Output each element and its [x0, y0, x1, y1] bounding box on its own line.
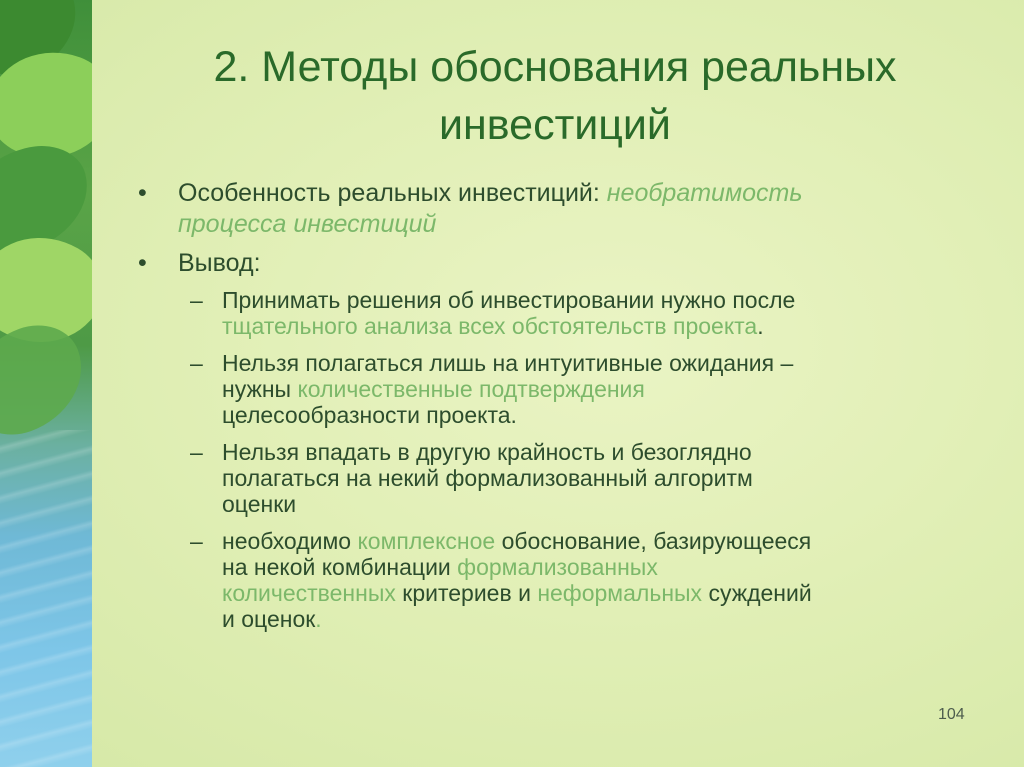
title-line: инвестиций [439, 101, 671, 149]
slide-content [138, 178, 978, 643]
sub-marker: – [190, 528, 203, 554]
bullet-item: • Особенность реальных инвестиций: необратимость процесса инвестиций [138, 179, 803, 238]
bullet-item: • Вывод: [138, 249, 261, 277]
sub-marker: – [190, 439, 203, 465]
title-line: 2. Методы обоснования реальных [213, 43, 897, 91]
bullet-marker: • [138, 179, 147, 207]
bullet-marker: • [138, 249, 147, 277]
sub-item: – Нельзя полагаться лишь на интуитивные ожидания – нужны количественные подтверждения целесообразности проекта. [190, 350, 794, 428]
page-number: 104 [938, 706, 965, 723]
sub-marker: – [190, 350, 203, 376]
sub-marker: – [190, 287, 203, 313]
decorative-side-image [0, 0, 92, 767]
sub-item: – Нельзя впадать в другую крайность и безоглядно полагаться на некий формализованный алгоритм оценки [190, 439, 753, 517]
slide-title [120, 38, 990, 154]
sub-item: – Принимать решения об инвестировании нужно после тщательного анализа всех обстоятельств проекта. [190, 287, 796, 339]
sub-item: – необходимо комплексное обоснование, базирующееся на некой комбинации формализованных количественных критериев и неформальных суждений и оценок. [190, 528, 812, 632]
water-texture [0, 430, 92, 767]
